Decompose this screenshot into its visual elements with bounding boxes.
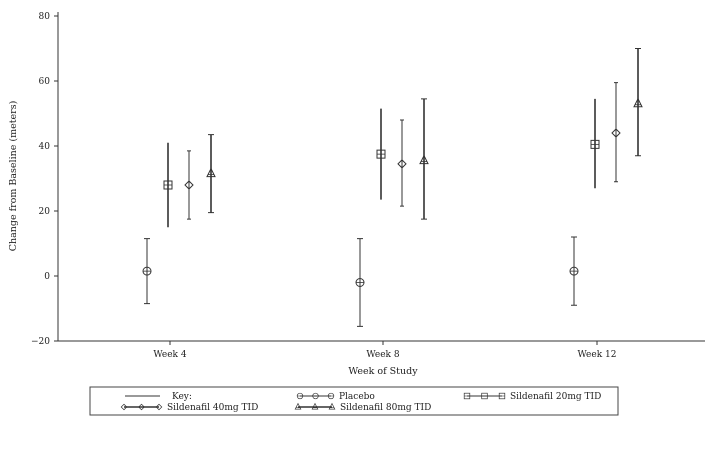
y-axis-title: Change from Baseline (meters) <box>8 100 19 252</box>
y-tick-label: 80 <box>38 12 50 22</box>
legend-marker-square <box>464 393 470 399</box>
legend-marker-square <box>499 393 505 399</box>
legend-marker-circle <box>328 393 334 399</box>
legend-marker-circle <box>297 393 303 399</box>
y-tick-label: 60 <box>38 77 50 87</box>
legend-label-diamond: Sildenafil 40mg TID <box>167 403 259 413</box>
legend-key-label: Key: <box>172 392 192 402</box>
legend-label-circle: Placebo <box>339 392 375 402</box>
legend-marker-square <box>482 393 488 399</box>
x-tick-label: Week 12 <box>577 350 617 360</box>
x-axis-title: Week of Study <box>348 366 418 377</box>
x-tick-label: Week 8 <box>366 350 400 360</box>
y-tick-label: 40 <box>38 142 50 152</box>
legend-label-square: Sildenafil 20mg TID <box>510 392 602 402</box>
y-tick-label: −20 <box>31 337 50 347</box>
legend-marker-circle <box>313 393 319 399</box>
y-tick-label: 0 <box>44 272 50 282</box>
y-tick-label: 20 <box>38 207 50 217</box>
x-tick-label: Week 4 <box>153 350 187 360</box>
legend-label-triangle: Sildenafil 80mg TID <box>340 403 432 413</box>
